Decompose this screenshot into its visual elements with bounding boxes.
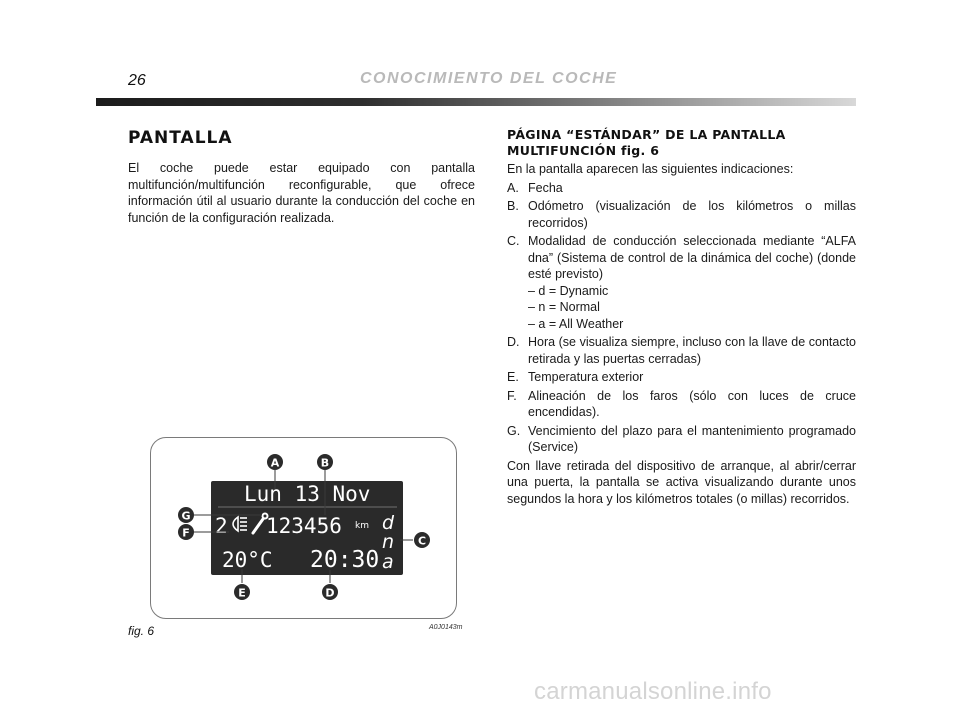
- subsection-title: PÁGINA “ESTÁNDAR” DE LA PANTALLA MULTIFUNCIÓN fig. 6: [507, 127, 786, 158]
- lead-paragraph: En la pantalla aparecen las siguientes indicaciones:: [507, 162, 794, 176]
- lcd-time: 20:30: [310, 547, 380, 573]
- watermark: carmanualsonline.info: [534, 678, 772, 705]
- display-illustration: [150, 437, 457, 622]
- figure-code: A0J0143m: [429, 624, 463, 631]
- list-item-a: A. Fecha: [507, 180, 563, 195]
- running-title: CONOCIMIENTO DEL COCHE: [360, 70, 618, 87]
- right-column: [507, 161, 856, 507]
- callout-d: [322, 584, 338, 600]
- closing-paragraph: Con llave retirada del dispositivo de arranque, al abrir/cerrar una puerta, la pantalla se activa visualizando durante unos segundos la hora y los kilómetros totales (o millas) recorridos.: [507, 458, 856, 506]
- intro-paragraph: El coche puede estar equipado con pantalla multifunción/multifunción reconfigurable, que ofrece información útil al usuario durante la conducción del coche en función de la configuración realizada.: [128, 161, 475, 225]
- lcd-temperature: 20°C: [222, 548, 273, 572]
- svg-text:G: G: [181, 509, 191, 523]
- svg-text:E: E: [238, 586, 246, 600]
- list-item-g: G. Vencimiento del plazo para el mantenimiento programado (Service): [507, 423, 856, 454]
- section-title: PANTALLA: [128, 128, 233, 148]
- lcd-date: Lun 13 Nov: [244, 482, 371, 506]
- dna-mode-normal: – n = Normal: [528, 300, 600, 314]
- callout-g: [178, 507, 194, 523]
- page-number: 26: [128, 72, 146, 89]
- header-rule: [96, 98, 856, 106]
- lcd-unit: km: [355, 521, 369, 531]
- callout-e: [234, 584, 250, 600]
- svg-text:A: A: [270, 456, 280, 470]
- list-item-f: F. Alineación de los faros (sólo con luces de cruce encendidas).: [507, 388, 856, 419]
- svg-text:C: C: [417, 534, 427, 548]
- svg-text:B: B: [320, 456, 330, 470]
- callout-c: [414, 532, 430, 548]
- dna-mode-dynamic: – d = Dynamic: [528, 283, 609, 298]
- lcd-headlamp-level: 2: [215, 514, 228, 538]
- dna-mode-all-weather: – a = All Weather: [528, 316, 624, 331]
- callout-f: [178, 524, 194, 540]
- lcd-mode-n: n: [382, 531, 395, 553]
- lcd-mode-d: d: [382, 512, 395, 534]
- svg-text:D: D: [325, 586, 335, 600]
- callout-a: [267, 454, 283, 470]
- list-item-b: B. Odómetro (visualización de los kilómetros o millas recorridos): [507, 199, 856, 230]
- svg-text:F: F: [182, 526, 190, 540]
- list-item-d: D. Hora (se visualiza siempre, incluso con la llave de contacto retirada y las puertas cerradas): [507, 335, 856, 366]
- lcd-odometer: 123456: [266, 514, 342, 538]
- list-item-c: C. Modalidad de conducción seleccionada mediante “ALFA dna” (Sistema de control de la dinámica del coche) (donde esté previsto): [507, 234, 856, 281]
- lcd-mode-a: a: [382, 551, 394, 573]
- callout-b: [317, 454, 333, 470]
- list-item-e: E. Temperatura exterior: [507, 370, 644, 384]
- figure-caption: fig. 6: [128, 624, 155, 638]
